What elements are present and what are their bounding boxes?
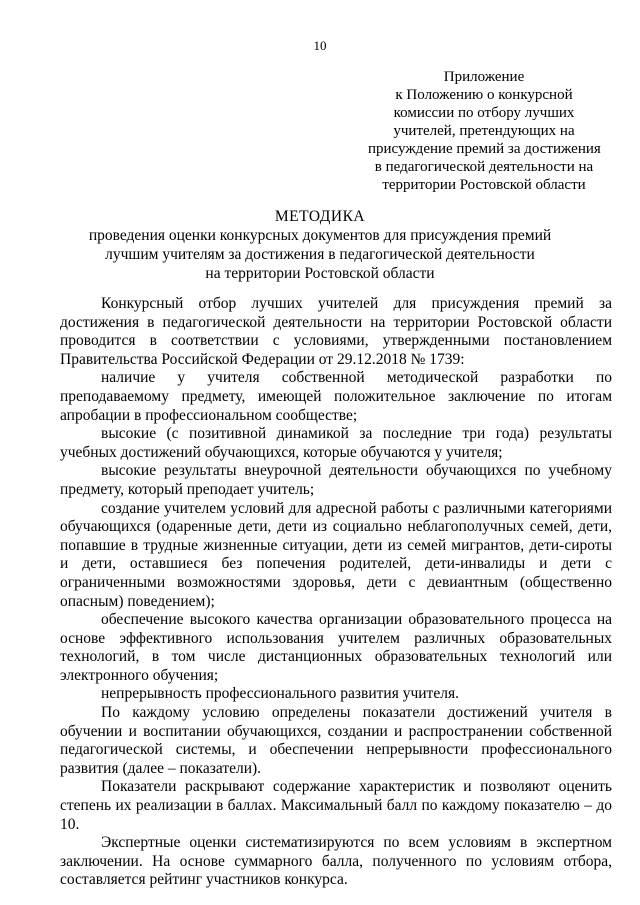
appendix-line: территории Ростовской области	[382, 177, 586, 193]
document-subtitle-line: лучшим учителям за достижения в педагогической деятельности	[105, 246, 535, 263]
body-paragraph: высокие результаты внеурочной деятельности обучающихся по учебному предмету, который преподает учитель;	[60, 462, 612, 498]
appendix-line: комиссии по отбору лучших	[393, 105, 575, 121]
body-paragraph: наличие у учителя собственной методической разработки по преподаваемому предмету, имеющей положительное заключение по итогам апробации в профессиональном сообществе;	[60, 369, 612, 424]
appendix-line: в педагогической деятельности на	[374, 159, 594, 175]
body-paragraph: обеспечение высокого качества организации образовательного процесса на основе эффективного использования учителем различных образовательных технологий, в том числе дистанционных образовательных технологий или электронного обучения;	[60, 611, 612, 684]
body-paragraph: Конкурсный отбор лучших учителей для присуждения премий за достижения в педагогической деятельности на территории Ростовской области проводится в соответствии с условиями, утвержденными постановлением Правительства Российской Федерации от 29.12.2018 № 1739:	[60, 295, 612, 368]
document-subtitle-line: проведения оценки конкурсных документов для присуждения премий	[88, 227, 552, 244]
document-heading	[60, 207, 580, 283]
body-paragraph: Экспертные оценки систематизируются по всем условиям в экспертном заключении. На основе суммарного балла, полученного по условиям отбора, составляется рейтинг участников конкурса.	[60, 834, 612, 889]
body-paragraph: высокие (с позитивной динамикой за последние три года) результаты учебных достижений обучающихся, которые обучаются у учителя;	[60, 425, 612, 461]
page-number: 10	[313, 38, 327, 53]
appendix-line: присуждение премий за достижения	[368, 141, 601, 157]
document-title: МЕТОДИКА	[274, 208, 366, 225]
appendix-line: учителей, претендующих на	[393, 123, 575, 139]
appendix-line: к Положению о конкурсной	[395, 87, 573, 103]
document-body	[60, 295, 612, 890]
body-paragraph: создание учителем условий для адресной работы с различными категориями обучающихся (одаренные дети, дети из социально неблагополучных семей, дети, попавшие в трудные жизненные ситуации, дети из семей мигрантов, дети-сироты и дети, оставшиеся без попечения родителей, дети-инвалиды и дети с ограниченными возможностями здоровья, дети с девиантным (общественно опасным) поведением);	[60, 499, 612, 610]
body-paragraph: Показатели раскрывают содержание характеристик и позволяют оценить степень их реализации в баллах. Максимальный балл по каждому показателю – до 10.	[60, 778, 612, 833]
appendix-note	[368, 68, 600, 194]
appendix-line: Приложение	[443, 69, 525, 85]
body-paragraph: непрерывность профессионального развития учителя.	[101, 685, 459, 703]
document-subtitle-line: на территории Ростовской области	[205, 265, 435, 282]
body-paragraph: По каждому условию определены показатели достижений учителя в обучении и воспитании обучающихся, создании и распространении собственной педагогической системы, и обеспечении непрерывности профессионального развития (далее – показатели).	[60, 704, 612, 777]
